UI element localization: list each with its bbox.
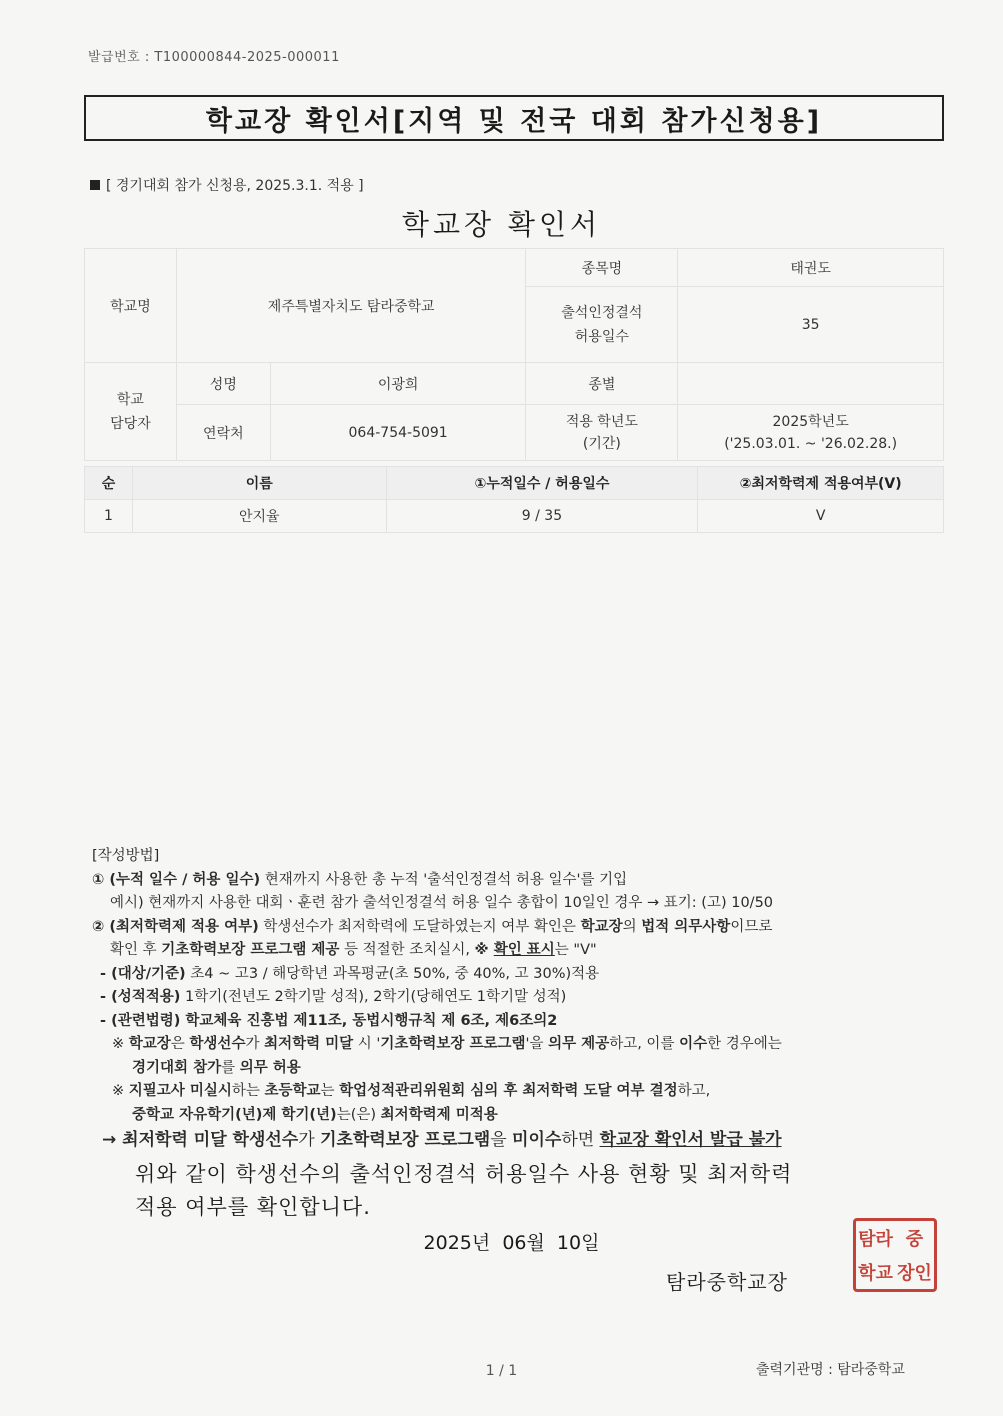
school-value: 제주특별자치도 탐라중학교 [176, 249, 526, 363]
guide-text: 가 [245, 1036, 265, 1052]
guide-text: 의 [622, 918, 642, 935]
guide-bold: 초등학교 [264, 1083, 321, 1099]
subnote [90, 175, 364, 195]
staff-name-value: 이광희 [270, 363, 526, 405]
document-title: 학교장 확인서 [401, 208, 602, 241]
school-label: 학교명 [85, 249, 177, 363]
guide-bold: 학교장 [128, 1036, 171, 1052]
guide-text: 는 [320, 1083, 340, 1099]
guide-text: 한 경우에는 [707, 1036, 782, 1052]
col-no: 순 [85, 467, 133, 500]
guide-bold: 의무 제공 [548, 1036, 610, 1052]
student-table [84, 466, 944, 533]
seal-char: 탐라 [858, 1229, 893, 1250]
guide-text: 은 [170, 1036, 190, 1052]
guide-text: 을 [490, 1130, 513, 1150]
guide-bold: 지필고사 미실시 [128, 1083, 232, 1099]
row-days: 9 / 35 [386, 500, 698, 533]
guide-term: - (관련법령) [100, 1012, 181, 1029]
guide-line-5 [92, 963, 952, 987]
main-title [84, 95, 944, 141]
contact-value: 064-754-5091 [270, 405, 526, 461]
guide-text: 하면 [561, 1130, 600, 1150]
confirmation-line-2: 적용 여부를 확인합니다. [135, 1195, 371, 1219]
guide-text: 하고, [677, 1083, 711, 1099]
guide-line-8 [92, 1033, 952, 1057]
sport-value: 태권도 [678, 249, 944, 287]
guide-text: 이므로 [730, 918, 773, 935]
confirmation-text [135, 1158, 792, 1224]
guide-term: ① (누적 일수 / 허용 일수) [92, 871, 261, 888]
school-year-value: 2025학년도 ('25.03.01. ~ '26.02.28.) [678, 405, 944, 461]
guide-line-9 [92, 1057, 952, 1081]
guide-bold: 최저학력 미달 [264, 1036, 354, 1052]
category-label: 종별 [526, 363, 678, 405]
allowed-days-value: 35 [678, 287, 944, 363]
guide-line-3 [92, 916, 952, 940]
guide-bold: 최저학력제 미적용 [380, 1106, 498, 1123]
sport-label: 종목명 [526, 249, 678, 287]
page-number: 1 / 1 [485, 1363, 518, 1379]
row-name: 안지율 [132, 500, 386, 533]
guide-bold: 의무 허용 [239, 1059, 301, 1076]
seal-char: 장인 [897, 1263, 932, 1284]
main-title-text: 학교장 확인서[지역 및 전국 대회 참가신청용] [205, 105, 823, 137]
guide-text: 시 ' [353, 1036, 381, 1052]
issue-number: 발급번호 : T100000844-2025-000011 [88, 50, 340, 65]
guide-text: 확인 후 [110, 942, 162, 958]
guide-line-4 [92, 939, 952, 963]
guide-line-12 [92, 1129, 952, 1153]
staff-label: 학교 담당자 [85, 363, 177, 461]
guide-text: 를 [221, 1059, 240, 1076]
guide-heading: [작성방법] [92, 848, 160, 864]
guide-bold: 미이수 [512, 1130, 562, 1150]
guide-bold: 법적 의무사항 [641, 918, 731, 935]
allowed-days-label: 출석인정결석 허용일수 [526, 287, 678, 363]
guide-text: 는 "V" [554, 942, 597, 958]
guide-line-6 [92, 986, 952, 1010]
guide-line-10 [92, 1080, 952, 1104]
col-days: ①누적일수 / 허용일수 [386, 467, 698, 500]
row-min-academic: V [698, 500, 944, 533]
guide-text: ※ [112, 1083, 129, 1099]
table-row [85, 500, 944, 533]
guide-bold: ※ [474, 942, 494, 958]
subnote-text: [ 경기대회 참가 신청용, 2025.3.1. 적용 ] [106, 178, 364, 194]
guide-text: 는(은) [336, 1106, 381, 1123]
arrow-text: → [102, 1130, 123, 1150]
guide-underline: 학교장 확인서 발급 불가 [599, 1130, 782, 1150]
guide-text: 하는 [231, 1083, 265, 1099]
guide-bold: 학생선수 [189, 1036, 246, 1052]
guide-text: 1학기(전년도 2학기말 성적), 2학기(당해연도 1학기말 성적) [180, 989, 567, 1005]
info-table [84, 248, 944, 461]
signer-name: 탐라중학교장 [666, 1270, 788, 1294]
category-value [678, 363, 944, 405]
guide-bold: 최저학력 미달 학생선수 [122, 1130, 299, 1150]
guide-line-11 [92, 1104, 952, 1128]
school-year-label: 적용 학년도 (기간) [526, 405, 678, 461]
guide-text: 하고, 이를 [609, 1036, 680, 1052]
guide-bold: 학교장 [580, 918, 623, 935]
guide-bold: 기초학력보장 프로그램 [320, 1130, 491, 1150]
guide-text: 등 적절한 조치실시, [339, 942, 475, 958]
row-no: 1 [85, 500, 133, 533]
guide-bold: 이수 [679, 1036, 708, 1052]
seal-char: 학교 [858, 1263, 893, 1284]
guide-bold: 기초학력보장 프로그램 [380, 1036, 526, 1052]
printing-institution: 출력기관명 : 탐라중학교 [756, 1362, 905, 1378]
issue-date: 2025년 06월 10일 [423, 1232, 600, 1254]
guide-line-2: 예시) 현재까지 사용한 대회ㆍ훈련 참가 출석인정결석 허용 일수 총합이 10일인 경우 → 표기: (고) 10/50 [110, 895, 774, 911]
col-min-academic: ②최저학력제 적용여부(V) [698, 467, 944, 500]
guide-text: ※ [112, 1036, 129, 1052]
table-header-row [85, 467, 944, 500]
col-name: 이름 [132, 467, 386, 500]
guide-text: 학생선수가 최저학력에 도달하였는지 여부 확인은 [258, 918, 581, 935]
guide-text: 가 [298, 1130, 321, 1150]
guide-line-1 [92, 869, 952, 893]
guide-bold: 중학교 자유학기(년)제 학기(년) [132, 1106, 337, 1123]
guide-bold: 경기대회 참가 [132, 1059, 222, 1076]
guide-term: - (대상/기준) [100, 965, 186, 982]
seal-char: 중 [905, 1229, 924, 1250]
confirmation-line-1: 위와 같이 학생선수의 출석인정결석 허용일수 사용 현황 및 최저학력 [135, 1162, 793, 1186]
official-seal-stamp [853, 1218, 937, 1292]
guide-bold: 기초학력보장 프로그램 제공 [161, 942, 340, 958]
guide-text: '을 [525, 1036, 549, 1052]
guide-bold: 학업성적관리위원회 심의 후 최저학력 도달 여부 결정 [339, 1083, 678, 1099]
guide-line-7 [92, 1010, 952, 1034]
guide-text: 초4 ~ 고3 / 해당학년 과목평균(초 50%, 중 40%, 고 30%)적용 [185, 965, 600, 982]
square-bullet-icon [90, 180, 100, 190]
guide-term: - (성적적용) [100, 989, 181, 1005]
writing-guide [92, 845, 952, 1153]
guide-text: 현재까지 사용한 총 누적 '출석인정결석 허용 일수'를 기입 [260, 871, 628, 888]
staff-name-label: 성명 [176, 363, 270, 405]
guide-bold: 학교체육 진흥법 제11조, 동법시행규칙 제 6조, 제6조의2 [180, 1012, 558, 1029]
contact-label: 연락처 [176, 405, 270, 461]
guide-term: ② (최저학력제 적용 여부) [92, 918, 259, 935]
guide-underline: 확인 표시 [493, 942, 555, 958]
